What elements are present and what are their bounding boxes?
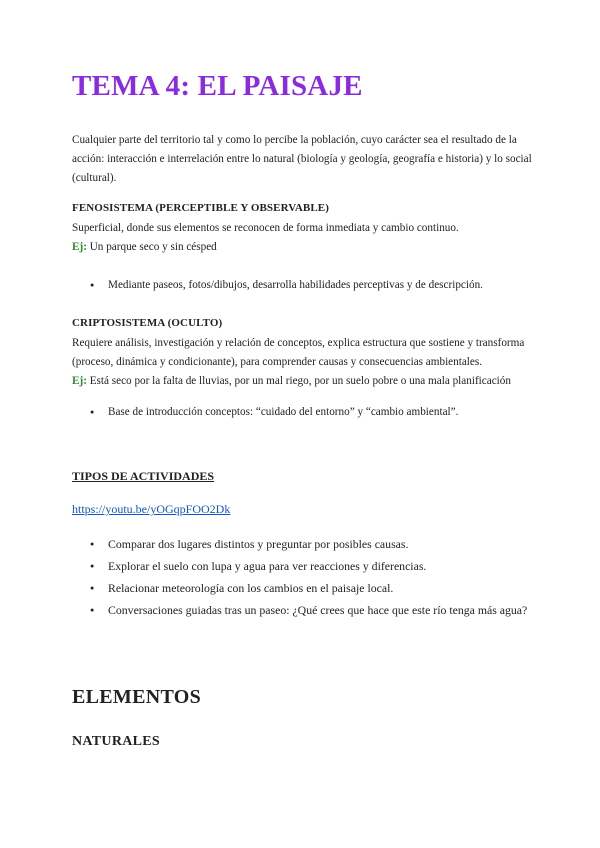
list-item: ● Relacionar meteorología con los cambios en el paisaje local. [72, 578, 532, 599]
example-text: Está seco por la falta de lluvias, por un mal riego, por un suelo pobre o una mala planificación [86, 375, 511, 387]
list-item: ● Conversaciones guiadas tras un paseo: ¿Qué crees que hace que este río tenga más agua? [72, 600, 532, 621]
youtube-link[interactable]: https://youtu.be/yOGqpFOO2Dk [72, 502, 231, 516]
list-item: ● Explorar el suelo con lupa y agua para ver reacciones y diferencias. [72, 556, 532, 577]
criptosistema-heading: CRIPTOSISTEMA (OCULTO) [72, 317, 223, 329]
tipos-actividades-heading: TIPOS DE ACTIVIDADES [72, 469, 215, 483]
fenosistema-description: Superficial, donde sus elementos se reconocen de forma inmediata y cambio continuo. [72, 222, 459, 234]
list-item: ● Mediante paseos, fotos/dibujos, desarrolla habilidades perceptivas y de descripción. [72, 276, 532, 295]
elementos-heading: ELEMENTOS [72, 686, 202, 708]
list-item: ● Base de introducción conceptos: “cuidado del entorno” y “cambio ambiental”. [72, 403, 532, 422]
example-label: Ej: [72, 375, 87, 387]
criptosistema-bullet-list [72, 403, 532, 422]
fenosistema-example [72, 238, 542, 257]
actividades-bullet-list [72, 534, 532, 622]
intro-paragraph: Cualquier parte del territorio tal y como lo percibe la población, cuyo carácter sea el resultado de la acción: interacción e interrelación entre lo natural (biología y geología, geografía e historia) y lo social (cultural). [72, 134, 532, 184]
criptosistema-example [72, 372, 542, 391]
page-title: TEMA 4: EL PAISAJE [72, 70, 363, 102]
naturales-subheading: NATURALES [72, 734, 161, 749]
example-label: Ej: [72, 241, 87, 253]
example-text: Un parque seco y sin césped [86, 241, 217, 253]
criptosistema-description: Requiere análisis, investigación y relación de conceptos, explica estructura que sostiene y transforma (proceso, dinámica y condicionante), para comprender causas y consecuencias ambientales. [72, 337, 525, 368]
fenosistema-bullet-list [72, 276, 532, 295]
list-item: ● Comparar dos lugares distintos y preguntar por posibles causas. [72, 534, 532, 555]
fenosistema-heading: FENOSISTEMA (PERCEPTIBLE Y OBSERVABLE) [72, 202, 329, 214]
